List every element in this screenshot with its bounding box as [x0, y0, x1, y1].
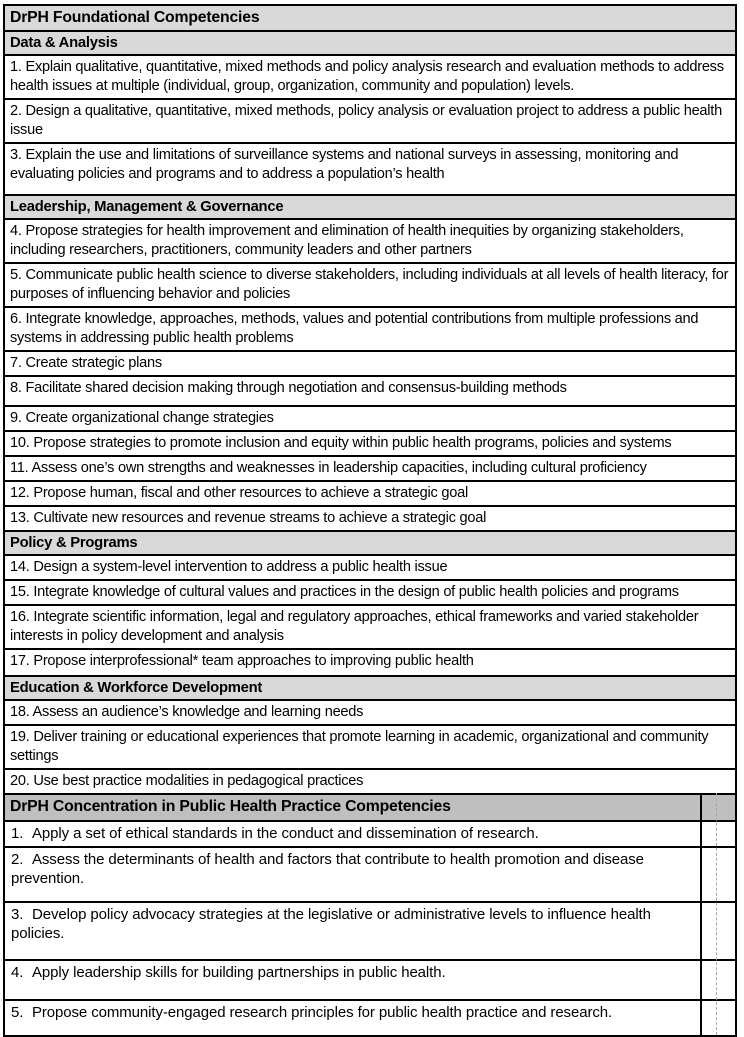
- item-text: Develop policy advocacy strategies at the legislative or administrative levels to influence health policies.: [11, 906, 651, 942]
- side-column-cell: [700, 961, 735, 999]
- section-heading-data-analysis: Data & Analysis: [5, 30, 735, 54]
- side-column-cell: [700, 903, 735, 959]
- competency-row: 12. Propose human, fiscal and other resources to achieve a strategic goal: [5, 480, 735, 505]
- competency-row: 5. Communicate public health science to diverse stakeholders, including individuals at all levels of health literacy, for purposes of influencing behavior and policies: [5, 262, 735, 306]
- section-heading-education-workforce: Education & Workforce Development: [5, 675, 735, 699]
- item-text: Assess the determinants of health and factors that contribute to health promotion and disease prevention.: [11, 851, 644, 887]
- competency-row: 13. Cultivate new resources and revenue streams to achieve a strategic goal: [5, 505, 735, 530]
- competency-text: [5, 903, 700, 959]
- section-heading-leadership: Leadership, Management & Governance: [5, 194, 735, 218]
- competency-text: [5, 1001, 700, 1035]
- competency-row: 1. Explain qualitative, quantitative, mixed methods and policy analysis research and evaluation methods to address health issues at multiple (individual, group, organization, community and population) levels.: [5, 54, 735, 98]
- item-number: 1.: [11, 825, 24, 842]
- competency-row: 14. Design a system-level intervention to address a public health issue: [5, 554, 735, 579]
- section-heading-policy-programs: Policy & Programs: [5, 530, 735, 554]
- concentration-table-title: DrPH Concentration in Public Health Practice Competencies: [10, 798, 451, 815]
- competency-row: 4. Propose strategies for health improvement and elimination of health inequities by organizing stakeholders, including researchers, practitioners, community leaders and other partners: [5, 218, 735, 262]
- foundational-competencies-table: [5, 6, 735, 793]
- concentration-table-title-row: [5, 793, 735, 820]
- competency-row: 18. Assess an audience’s knowledge and learning needs: [5, 699, 735, 724]
- competency-row: 17. Propose interprofessional* team approaches to improving public health: [5, 648, 735, 675]
- competency-row: 3. Explain the use and limitations of surveillance systems and national surveys in assessing, monitoring and evaluating policies and programs and to address a population’s health: [5, 142, 735, 194]
- competency-row: 20. Use best practice modalities in pedagogical practices: [5, 768, 735, 793]
- competency-row: 9. Create organizational change strategies: [5, 405, 735, 430]
- competencies-document: [3, 4, 737, 1037]
- item-number: 4.: [11, 964, 24, 981]
- competency-row: 19. Deliver training or educational experiences that promote learning in academic, organizational and community settings: [5, 724, 735, 768]
- competency-text: [5, 961, 700, 999]
- item-number: 2.: [11, 851, 24, 868]
- competency-row: [5, 959, 735, 999]
- foundational-table-title: DrPH Foundational Competencies: [5, 6, 735, 30]
- competency-row: 11. Assess one’s own strengths and weaknesses in leadership capacities, including cultural proficiency: [5, 455, 735, 480]
- item-text: Apply a set of ethical standards in the conduct and dissemination of research.: [32, 825, 539, 842]
- competency-row: [5, 901, 735, 959]
- item-text: Propose community-engaged research principles for public health practice and research.: [32, 1004, 613, 1021]
- item-number: 5.: [11, 1004, 24, 1021]
- item-number: 3.: [11, 906, 24, 923]
- competency-row: 16. Integrate scientific information, legal and regulatory approaches, ethical frameworks and varied stakeholder interests in policy development and analysis: [5, 604, 735, 648]
- competency-row: 6. Integrate knowledge, approaches, methods, values and potential contributions from multiple professions and systems in addressing public health problems: [5, 306, 735, 350]
- concentration-competencies-table: [5, 793, 735, 1035]
- competency-row: 15. Integrate knowledge of cultural values and practices in the design of public health policies and programs: [5, 579, 735, 604]
- competency-row: 2. Design a qualitative, quantitative, mixed methods, policy analysis or evaluation project to address a public health issue: [5, 98, 735, 142]
- competency-row: 8. Facilitate shared decision making through negotiation and consensus-building methods: [5, 375, 735, 405]
- item-text: Apply leadership skills for building partnerships in public health.: [32, 964, 446, 981]
- competency-row: [5, 820, 735, 846]
- competency-text: [5, 848, 700, 901]
- side-column-cell: [700, 822, 735, 846]
- side-column-cell: [700, 1001, 735, 1035]
- competency-text: [5, 822, 700, 846]
- competency-row: [5, 846, 735, 901]
- competency-row: [5, 999, 735, 1035]
- competency-row: 7. Create strategic plans: [5, 350, 735, 375]
- competency-row: 10. Propose strategies to promote inclusion and equity within public health programs, policies and systems: [5, 430, 735, 455]
- side-column-cell: [700, 848, 735, 901]
- side-column-cell: [700, 795, 735, 820]
